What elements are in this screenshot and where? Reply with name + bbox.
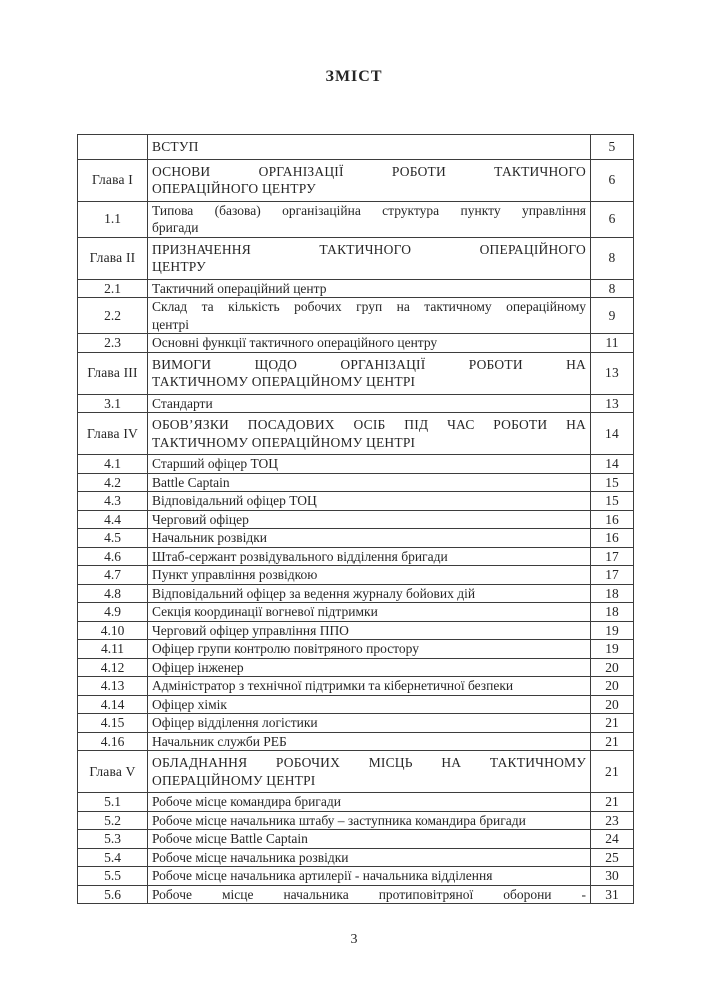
toc-row-label: 4.8	[78, 584, 148, 603]
toc-row-title: Стандарти	[148, 394, 591, 413]
toc-row-title: Робоче місце начальника артилерії - начальника відділення	[148, 867, 591, 886]
page-number: 3	[350, 932, 358, 947]
toc-row	[78, 566, 634, 585]
toc-row-title: Типова (базова) організаційна структура пункту управління бригади	[148, 201, 591, 237]
toc-row-page: 30	[591, 867, 634, 886]
toc-row-label: 4.12	[78, 658, 148, 677]
toc-row	[78, 455, 634, 474]
toc-row-title: Начальник служби РЕБ	[148, 732, 591, 751]
toc-row-page: 13	[591, 394, 634, 413]
toc-row-label: 5.1	[78, 793, 148, 812]
toc-row-title: Пункт управління розвідкою	[148, 566, 591, 585]
toc-row	[78, 237, 634, 279]
toc-row-label: Глава V	[78, 751, 148, 793]
toc-row-label: 1.1	[78, 201, 148, 237]
toc-row-label: Глава II	[78, 237, 148, 279]
toc-row-title: Робоче місце начальника протиповітряної оборони -	[148, 885, 591, 904]
toc-row-title: Старший офіцер ТОЦ	[148, 455, 591, 474]
toc-row	[78, 658, 634, 677]
toc-row	[78, 695, 634, 714]
toc-row-page: 14	[591, 455, 634, 474]
toc-row-page: 21	[591, 714, 634, 733]
toc-row-title: Робоче місце начальника розвідки	[148, 848, 591, 867]
toc-row	[78, 714, 634, 733]
toc-row	[78, 830, 634, 849]
toc-row-label: 4.7	[78, 566, 148, 585]
toc-row-title: Офіцер інженер	[148, 658, 591, 677]
toc-row-title: Штаб-сержант розвідувального відділення бригади	[148, 547, 591, 566]
toc-row-page: 11	[591, 334, 634, 353]
toc-row	[78, 510, 634, 529]
toc-row-title: ПРИЗНАЧЕННЯ ТАКТИЧНОГО ОПЕРАЦІЙНОГО ЦЕНТРУ	[148, 237, 591, 279]
toc-row-page: 21	[591, 732, 634, 751]
toc-row-label: 5.3	[78, 830, 148, 849]
toc-row-page: 20	[591, 695, 634, 714]
toc-row-page: 20	[591, 658, 634, 677]
page-title: ЗМІСТ	[325, 68, 383, 85]
toc-row-title: Черговий офіцер	[148, 510, 591, 529]
toc-row-page: 17	[591, 566, 634, 585]
toc-row-page: 16	[591, 510, 634, 529]
toc-row-title: Робоче місце Battle Captain	[148, 830, 591, 849]
toc-row	[78, 473, 634, 492]
toc-row-title: Секція координації вогневої підтримки	[148, 603, 591, 622]
toc-row	[78, 201, 634, 237]
toc-row-title: Офіцер групи контролю повітряного простору	[148, 640, 591, 659]
toc-row	[78, 547, 634, 566]
toc-row-page: 16	[591, 529, 634, 548]
toc-row	[78, 413, 634, 455]
toc-row	[78, 811, 634, 830]
toc-row-label: 4.13	[78, 677, 148, 696]
toc-row-page: 13	[591, 352, 634, 394]
toc-row-page: 9	[591, 298, 634, 334]
toc-row	[78, 603, 634, 622]
toc-row-label: 4.3	[78, 492, 148, 511]
toc-row-title: Робоче місце командира бригади	[148, 793, 591, 812]
toc-row-label: Глава III	[78, 352, 148, 394]
toc-row	[78, 867, 634, 886]
toc-row-label: 5.4	[78, 848, 148, 867]
toc-row	[78, 677, 634, 696]
toc-row-label: 4.15	[78, 714, 148, 733]
toc-row-title: ОБОВ’ЯЗКИ ПОСАДОВИХ ОСІБ ПІД ЧАС РОБОТИ НА ТАКТИЧНОМУ ОПЕРАЦІЙНОМУ ЦЕНТРІ	[148, 413, 591, 455]
toc-row	[78, 298, 634, 334]
toc-row	[78, 732, 634, 751]
toc-row-page: 21	[591, 793, 634, 812]
toc-row	[78, 352, 634, 394]
toc-row	[78, 334, 634, 353]
toc-row-title: ОБЛАДНАННЯ РОБОЧИХ МІСЦЬ НА ТАКТИЧНОМУ ОПЕРАЦІЙНОМУ ЦЕНТРІ	[148, 751, 591, 793]
toc-row-label: 4.9	[78, 603, 148, 622]
toc-row-page: 5	[591, 135, 634, 160]
toc-table-body	[78, 135, 634, 904]
toc-row-page: 19	[591, 621, 634, 640]
toc-row-label: Глава I	[78, 159, 148, 201]
toc-row-page: 20	[591, 677, 634, 696]
toc-row	[78, 885, 634, 904]
toc-row-title: ВСТУП	[148, 135, 591, 160]
toc-row-label: 4.6	[78, 547, 148, 566]
toc-row-label: 4.11	[78, 640, 148, 659]
toc-row-label: 2.3	[78, 334, 148, 353]
toc-row-title: Тактичний операційний центр	[148, 279, 591, 298]
toc-row-label: 4.2	[78, 473, 148, 492]
toc-row-title: Офіцер відділення логістики	[148, 714, 591, 733]
toc-row-title: Battle Captain	[148, 473, 591, 492]
toc-row-label: 4.5	[78, 529, 148, 548]
toc-row-page: 6	[591, 159, 634, 201]
toc-row	[78, 135, 634, 160]
toc-row-title: Відповідальний офіцер за ведення журналу бойових дій	[148, 584, 591, 603]
toc-row-label: 4.16	[78, 732, 148, 751]
toc-row	[78, 621, 634, 640]
toc-row-title: ОСНОВИ ОРГАНІЗАЦІЇ РОБОТИ ТАКТИЧНОГО ОПЕРАЦІЙНОГО ЦЕНТРУ	[148, 159, 591, 201]
toc-row-label: 2.2	[78, 298, 148, 334]
toc-row	[78, 793, 634, 812]
toc-row-page: 25	[591, 848, 634, 867]
toc-row-page: 31	[591, 885, 634, 904]
toc-row-page: 6	[591, 201, 634, 237]
toc-row-page: 8	[591, 279, 634, 298]
toc-row-label: 4.4	[78, 510, 148, 529]
toc-row-page: 8	[591, 237, 634, 279]
toc-row-label: Глава IV	[78, 413, 148, 455]
toc-row-title: Склад та кількість робочих груп на тактичному операційному центрі	[148, 298, 591, 334]
toc-row-label: 3.1	[78, 394, 148, 413]
toc-table	[77, 134, 634, 904]
toc-row-title: Адміністратор з технічної підтримки та кібернетичної безпеки	[148, 677, 591, 696]
toc-row	[78, 848, 634, 867]
toc-row-label: 5.6	[78, 885, 148, 904]
toc-row-label	[78, 135, 148, 160]
toc-row-label: 5.2	[78, 811, 148, 830]
toc-row	[78, 751, 634, 793]
toc-row-label: 4.10	[78, 621, 148, 640]
toc-row-title: Начальник розвідки	[148, 529, 591, 548]
toc-row-page: 15	[591, 492, 634, 511]
toc-row-label: 2.1	[78, 279, 148, 298]
toc-row-page: 17	[591, 547, 634, 566]
toc-row-page: 21	[591, 751, 634, 793]
toc-row-page: 24	[591, 830, 634, 849]
toc-row	[78, 279, 634, 298]
toc-row	[78, 159, 634, 201]
toc-row-page: 19	[591, 640, 634, 659]
toc-row	[78, 529, 634, 548]
toc-row-page: 15	[591, 473, 634, 492]
toc-row-title: Робоче місце начальника штабу – заступника командира бригади	[148, 811, 591, 830]
toc-row-title: ВИМОГИ ЩОДО ОРГАНІЗАЦІЇ РОБОТИ НА ТАКТИЧНОМУ ОПЕРАЦІЙНОМУ ЦЕНТРІ	[148, 352, 591, 394]
toc-row-title: Офіцер хімік	[148, 695, 591, 714]
toc-row-page: 18	[591, 603, 634, 622]
toc-row-label: 4.1	[78, 455, 148, 474]
toc-row	[78, 640, 634, 659]
toc-row-page: 18	[591, 584, 634, 603]
toc-row	[78, 492, 634, 511]
toc-row-title: Відповідальний офіцер ТОЦ	[148, 492, 591, 511]
toc-row-title: Черговий офіцер управління ППО	[148, 621, 591, 640]
toc-row-label: 5.5	[78, 867, 148, 886]
toc-row-title: Основні функції тактичного операційного центру	[148, 334, 591, 353]
toc-row-label: 4.14	[78, 695, 148, 714]
toc-row-page: 14	[591, 413, 634, 455]
toc-row	[78, 584, 634, 603]
toc-row-page: 23	[591, 811, 634, 830]
toc-row	[78, 394, 634, 413]
